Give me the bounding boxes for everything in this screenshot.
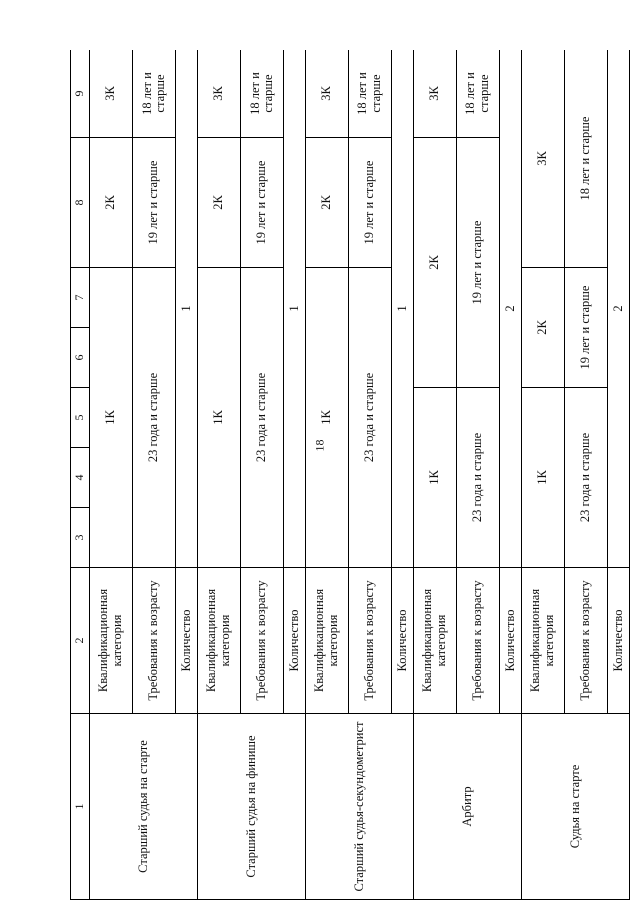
header-col-9: 9 — [71, 50, 90, 138]
role-cell: Старший судья на старте — [90, 714, 198, 900]
qual-3k: 3К — [197, 50, 240, 138]
age-19: 19 лет и старше — [241, 138, 284, 268]
count-cell: 1 — [392, 50, 414, 568]
param-label: Требования к возрасту — [457, 568, 500, 714]
header-col-7: 7 — [71, 268, 90, 328]
qual-2k: 2К — [305, 138, 348, 268]
param-label: Количество — [608, 568, 630, 714]
age-18: 18 лет и старше — [457, 50, 500, 138]
param-label: Квалификационная категория — [413, 568, 456, 714]
page-number: 18 — [312, 439, 327, 452]
qual-1k: 1К — [305, 268, 348, 568]
qual-2k: 2К — [90, 138, 133, 268]
header-col-3: 3 — [71, 508, 90, 568]
param-label: Требования к возрасту — [241, 568, 284, 714]
param-label: Количество — [500, 568, 522, 714]
qual-3k: 3К — [305, 50, 348, 138]
table-area — [70, 50, 630, 900]
count-cell: 2 — [500, 50, 522, 568]
age-23: 23 года и старше — [349, 268, 392, 568]
role-cell: Судья на старте — [521, 714, 629, 900]
age-23: 23 года и старше — [565, 388, 608, 568]
param-label: Квалификационная категория — [197, 568, 240, 714]
param-label: Квалификационная категория — [521, 568, 564, 714]
age-18: 18 лет и старше — [565, 50, 608, 268]
rotated-table-wrapper — [70, 50, 630, 900]
qual-3k: 3К — [90, 50, 133, 138]
qual-1k: 1К — [521, 388, 564, 568]
table-row — [305, 50, 348, 900]
table-row — [90, 50, 133, 900]
qual-1k: 1К — [197, 268, 240, 568]
param-label: Требования к возрасту — [349, 568, 392, 714]
age-19: 19 лет и старше — [565, 268, 608, 388]
qual-2k: 2К — [197, 138, 240, 268]
age-18: 18 лет и старше — [133, 50, 176, 138]
table-row — [413, 50, 456, 900]
table-row — [521, 50, 564, 900]
param-label: Квалификационная категория — [305, 568, 348, 714]
table-row — [197, 50, 240, 900]
age-18: 18 лет и старше — [241, 50, 284, 138]
header-col-1: 1 — [71, 714, 90, 900]
age-18: 18 лет и старше — [349, 50, 392, 138]
age-23: 23 года и старше — [457, 388, 500, 568]
age-19: 19 лет и старше — [457, 138, 500, 388]
qual-3k: 3К — [521, 50, 564, 268]
count-cell: 2 — [608, 50, 630, 568]
role-cell: Старший судья-секундометрист — [305, 714, 413, 900]
header-col-5: 5 — [71, 388, 90, 448]
param-label: Количество — [176, 568, 198, 714]
header-col-6: 6 — [71, 328, 90, 388]
age-23: 23 года и старше — [241, 268, 284, 568]
param-label: Количество — [284, 568, 306, 714]
param-label: Квалификационная категория — [90, 568, 133, 714]
header-col-4: 4 — [71, 448, 90, 508]
count-cell: 1 — [284, 50, 306, 568]
role-cell: Старший судья на финише — [197, 714, 305, 900]
param-label: Требования к возрасту — [565, 568, 608, 714]
role-cell: Арбитр — [413, 714, 521, 900]
header-row — [71, 50, 90, 900]
qual-3k: 3К — [413, 50, 456, 138]
qual-2k: 2К — [521, 268, 564, 388]
header-col-8: 8 — [71, 138, 90, 268]
param-label: Требования к возрасту — [133, 568, 176, 714]
age-19: 19 лет и старше — [349, 138, 392, 268]
qual-1k: 1К — [413, 388, 456, 568]
count-cell: 1 — [176, 50, 198, 568]
judges-table — [70, 50, 630, 900]
param-label: Количество — [392, 568, 414, 714]
qual-2k: 2К — [413, 138, 456, 388]
header-col-2: 2 — [71, 568, 90, 714]
age-23: 23 года и старше — [133, 268, 176, 568]
age-19: 19 лет и старше — [133, 138, 176, 268]
qual-1k: 1К — [90, 268, 133, 568]
